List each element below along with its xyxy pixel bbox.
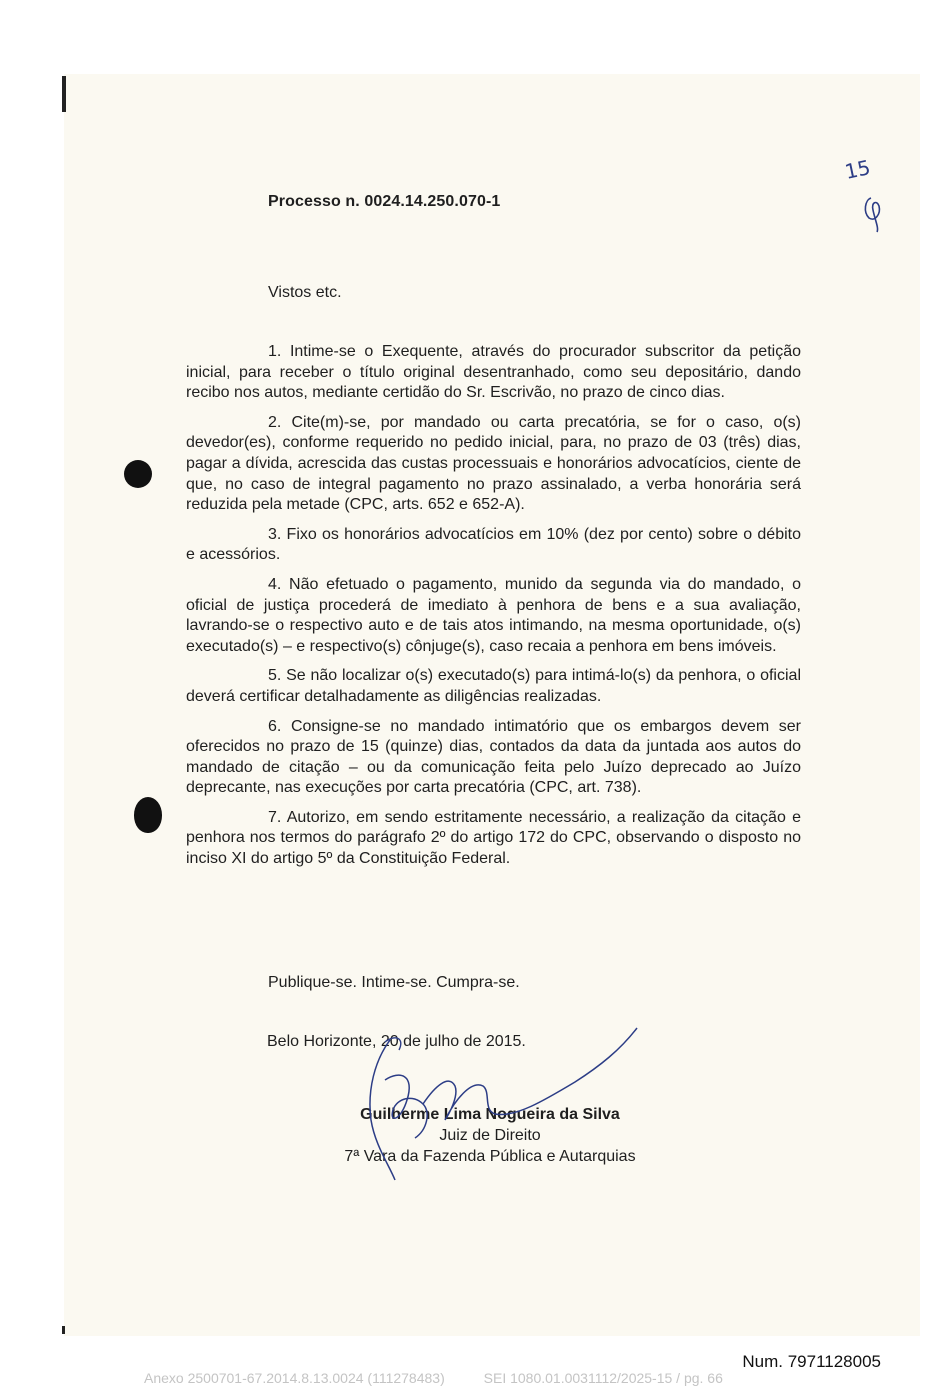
paragraph-3: 3. Fixo os honorários advocatícios em 10% (dez por cento) sobre o débito e acessórios. (186, 525, 801, 564)
paragraph-7: 7. Autorizo, em sendo estritamente necessário, a realização da citação e penhora nos termos do parágrafo 2º do artigo 172 do CPC, observando o disposto no inciso XI do artigo 5º da Constituição Federal. (186, 808, 801, 868)
footer-reference: Anexo 2500701-67.2014.8.13.0024 (111278483) SEI 1080.01.0031112/2025-15 / pg. 66 (144, 1370, 723, 1386)
signer-name: Guilherme Lima Nogueira da Silva (360, 1106, 620, 1123)
signer-role: Juiz de Direito (439, 1127, 541, 1144)
document-body (186, 342, 801, 879)
handwritten-signature (345, 1020, 645, 1185)
process-number: Processo n. 0024.14.250.070-1 (268, 193, 501, 210)
opening-phrase: Vistos etc. (268, 284, 342, 301)
paragraph-5: 5. Se não localizar o(s) executado(s) para intimá-lo(s) da penhora, o oficial deverá certificar detalhadamente as diligências realizadas. (186, 667, 801, 705)
document-number: Num. 7971128005 (742, 1352, 881, 1371)
date-line: Belo Horizonte, 20 de julho de 2015. (267, 1033, 526, 1050)
scan-edge-mark-top (62, 76, 66, 112)
paragraph-1: 1. Intime-se o Exequente, através do procurador subscritor da petição inicial, para receber o título original desentranhado, como seu depositário, dando recibo nos autos, mediante certidão do Sr. Escrivão, no prazo de cinco dias. (186, 343, 801, 402)
closing-phrase: Publique-se. Intime-se. Cumpra-se. (268, 974, 520, 991)
page-number-text: 15 (842, 155, 873, 184)
paragraph-6: 6. Consigne-se no mandado intimatório que os embargos devem ser oferecidos no prazo de 15 (quinze) dias, contados da data da juntada aos autos do mandado de citação – ou da comunicação feita pelo Juízo deprecado ao Juízo deprecante, nas execuções por carta precatória (CPC, art. 738). (186, 717, 801, 797)
paragraph-4: 4. Não efetuado o pagamento, munido da segunda via do mandado, o oficial de justiça procederá de imediato à penhora de bens e a sua avaliação, lavrando-se o respectivo auto e de tais atos intimando, na mesma oportunidade, o(s) executado(s) – e respectivo(s) cônjuge(s), caso recaia a penhora em bens imóveis. (186, 575, 801, 655)
page-number-annotation (835, 148, 895, 238)
paragraph-2: 2. Cite(m)-se, por mandado ou carta precatória, se for o caso, o(s) devedor(es), conforme requerido no pedido inicial, para, no prazo de 03 (três) dias, pagar a dívida, acrescida das custas processuais e honorários advocatícios, ciente de que, no caso de integral pagamento no prazo assinalado, a verba honorária será reduzida pela metade (CPC, arts. 652 e 652-A). (186, 413, 801, 514)
punch-hole-bottom (134, 797, 162, 833)
punch-hole-top (124, 460, 152, 488)
scan-edge-mark-bottom (62, 1326, 65, 1334)
signer-court: 7ª Vara da Fazenda Pública e Autarquias (344, 1148, 636, 1165)
